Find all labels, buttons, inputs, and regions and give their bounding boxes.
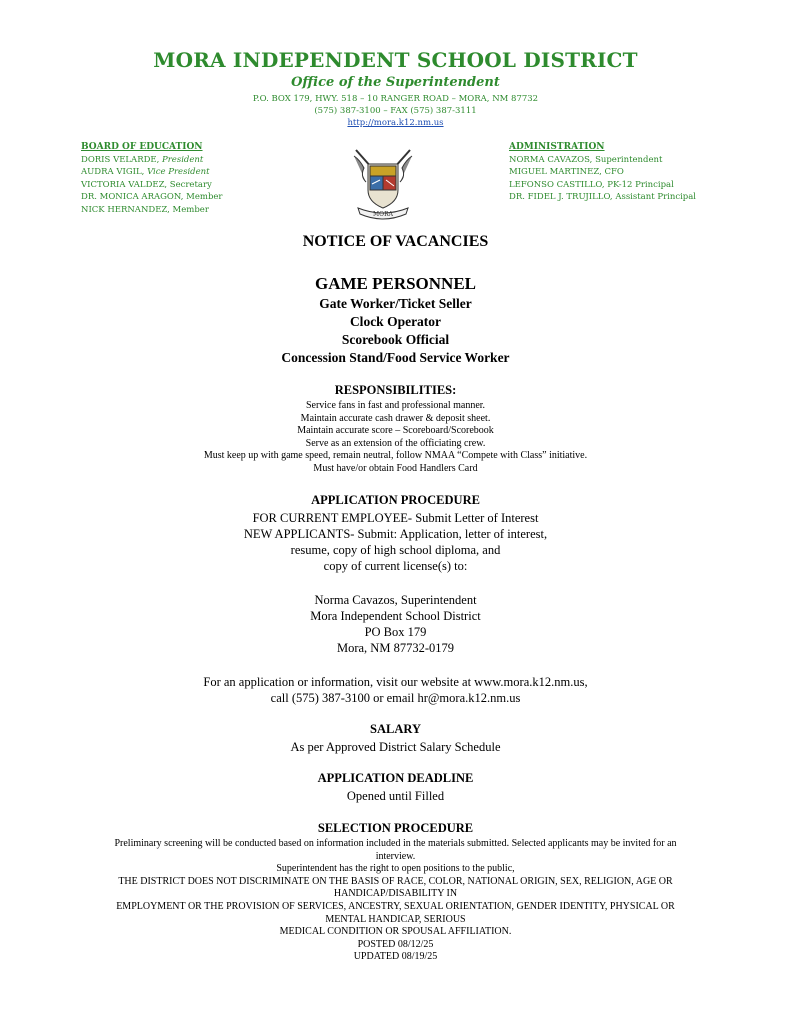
position-item: Clock Operator: [349, 314, 442, 329]
mailing-address: [0, 592, 791, 656]
selection-line: MENTAL HANDICAP, SERIOUS: [325, 913, 466, 925]
deadline-text: Opened until Filled: [346, 789, 445, 803]
salary-text: As per Approved District Salary Schedule: [290, 740, 501, 754]
admin-member: NORMA CAVAZOS, Superintendent: [509, 154, 663, 165]
application-heading: APPLICATION PROCEDURE: [311, 493, 480, 507]
responsibility-item: Service fans in fast and professional manner.: [305, 400, 486, 411]
office-title: Office of the Superintendent: [291, 75, 500, 90]
administration: [509, 141, 759, 204]
posted-date: POSTED 08/12/25: [357, 938, 434, 950]
application-line: NEW APPLICANTS- Submit: Application, letter of interest,: [243, 527, 548, 541]
selection-line: EMPLOYMENT OR THE PROVISION OF SERVICES, ANCESTRY, SEXUAL ORIENTATION, GENDER IDENTITY, PHYSICAL OR: [116, 900, 675, 912]
district-address: P.O. BOX 179, HWY. 518 – 10 RANGER ROAD – MORA, NM 87732: [252, 94, 539, 104]
board-member: AUDRA VIGIL, Vice President: [81, 167, 210, 177]
positions-list: [0, 295, 791, 367]
application-instructions: [0, 510, 791, 574]
district-name: MORA INDEPENDENT SCHOOL DISTRICT: [153, 48, 638, 72]
deadline-heading: APPLICATION DEADLINE: [317, 771, 474, 785]
responsibilities-list: [0, 400, 791, 475]
address-line: Mora Independent School District: [310, 609, 481, 623]
admin-member: MIGUEL MARTINEZ, CFO: [509, 167, 624, 177]
position-item: Scorebook Official: [341, 332, 450, 347]
contact-line: For an application or information, visit our website at www.mora.k12.nm.us,: [203, 675, 588, 689]
administration-heading: ADMINISTRATION: [509, 142, 605, 152]
board-member: DORIS VELARDE, President: [81, 154, 204, 165]
admin-member: LEFONSO CASTILLO, PK-12 Principal: [509, 179, 674, 190]
board-member: NICK HERNANDEZ, Member: [81, 204, 209, 215]
selection-line: Preliminary screening will be conducted based on information included in the materials submitted. Selected applicants may be invited for an: [114, 838, 677, 849]
seal-text: MORA: [373, 211, 393, 218]
admin-member: DR. FIDEL J. TRUJILLO, Assistant Principal: [509, 192, 697, 202]
selection-heading: SELECTION PROCEDURE: [317, 821, 474, 835]
contact-line: call (575) 387-3100 or email hr@mora.k12.nm.us: [270, 691, 521, 705]
responsibilities-heading: RESPONSIBILITIES:: [334, 383, 457, 397]
responsibility-item: Maintain accurate cash drawer & deposit sheet.: [300, 412, 491, 424]
category-title: GAME PERSONNEL: [314, 274, 477, 293]
responsibility-item: Must have/or obtain Food Handlers Card: [313, 462, 478, 474]
district-phone: (575) 387-3100 – FAX (575) 387-3111: [314, 106, 477, 116]
selection-line: interview.: [375, 850, 416, 862]
board-member: VICTORIA VALDEZ, Secretary: [81, 179, 212, 190]
selection-line: MEDICAL CONDITION OR SPOUSAL AFFILIATION.: [279, 926, 512, 938]
selection-line: Superintendent has the right to open positions to the public,: [276, 863, 515, 875]
board-heading: BOARD OF EDUCATION: [81, 142, 203, 152]
board-of-education: [81, 141, 311, 216]
updated-date: UPDATED 08/19/25: [353, 951, 438, 963]
salary-heading: SALARY: [370, 722, 421, 736]
position-item: Gate Worker/Ticket Seller: [319, 296, 472, 311]
selection-line: HANDICAP/DISABILITY IN: [333, 888, 458, 900]
application-line: resume, copy of high school diploma, and: [290, 543, 501, 557]
address-line: Norma Cavazos, Superintendent: [314, 593, 477, 607]
notice-title: NOTICE OF VACANCIES: [302, 233, 489, 250]
selection-line: THE DISTRICT DOES NOT DISCRIMINATE ON THE BASIS OF RACE, COLOR, NATIONAL ORIGIN, SEX, RELIGION, AGE OR: [118, 875, 673, 887]
address-line: Mora, NM 87732-0179: [336, 641, 454, 655]
responsibility-item: Maintain accurate score – Scoreboard/Scorebook: [297, 425, 494, 436]
address-line: PO Box 179: [364, 625, 427, 639]
board-member: DR. MONICA ARAGON, Member: [81, 192, 223, 202]
application-line: copy of current license(s) to:: [323, 559, 468, 573]
application-line: FOR CURRENT EMPLOYEE- Submit Letter of Interest: [252, 511, 539, 525]
responsibility-item: Must keep up with game speed, remain neutral, follow NMAA “Compete with Class” initiative.: [203, 450, 588, 461]
responsibility-item: Serve as an extension of the officiating crew.: [305, 437, 486, 449]
selection-text: [0, 838, 791, 964]
district-website-link[interactable]: http://mora.k12.nm.us: [347, 118, 444, 128]
district-seal-icon: [350, 146, 416, 224]
position-item: Concession Stand/Food Service Worker: [281, 350, 510, 365]
contact-info: [0, 674, 791, 706]
